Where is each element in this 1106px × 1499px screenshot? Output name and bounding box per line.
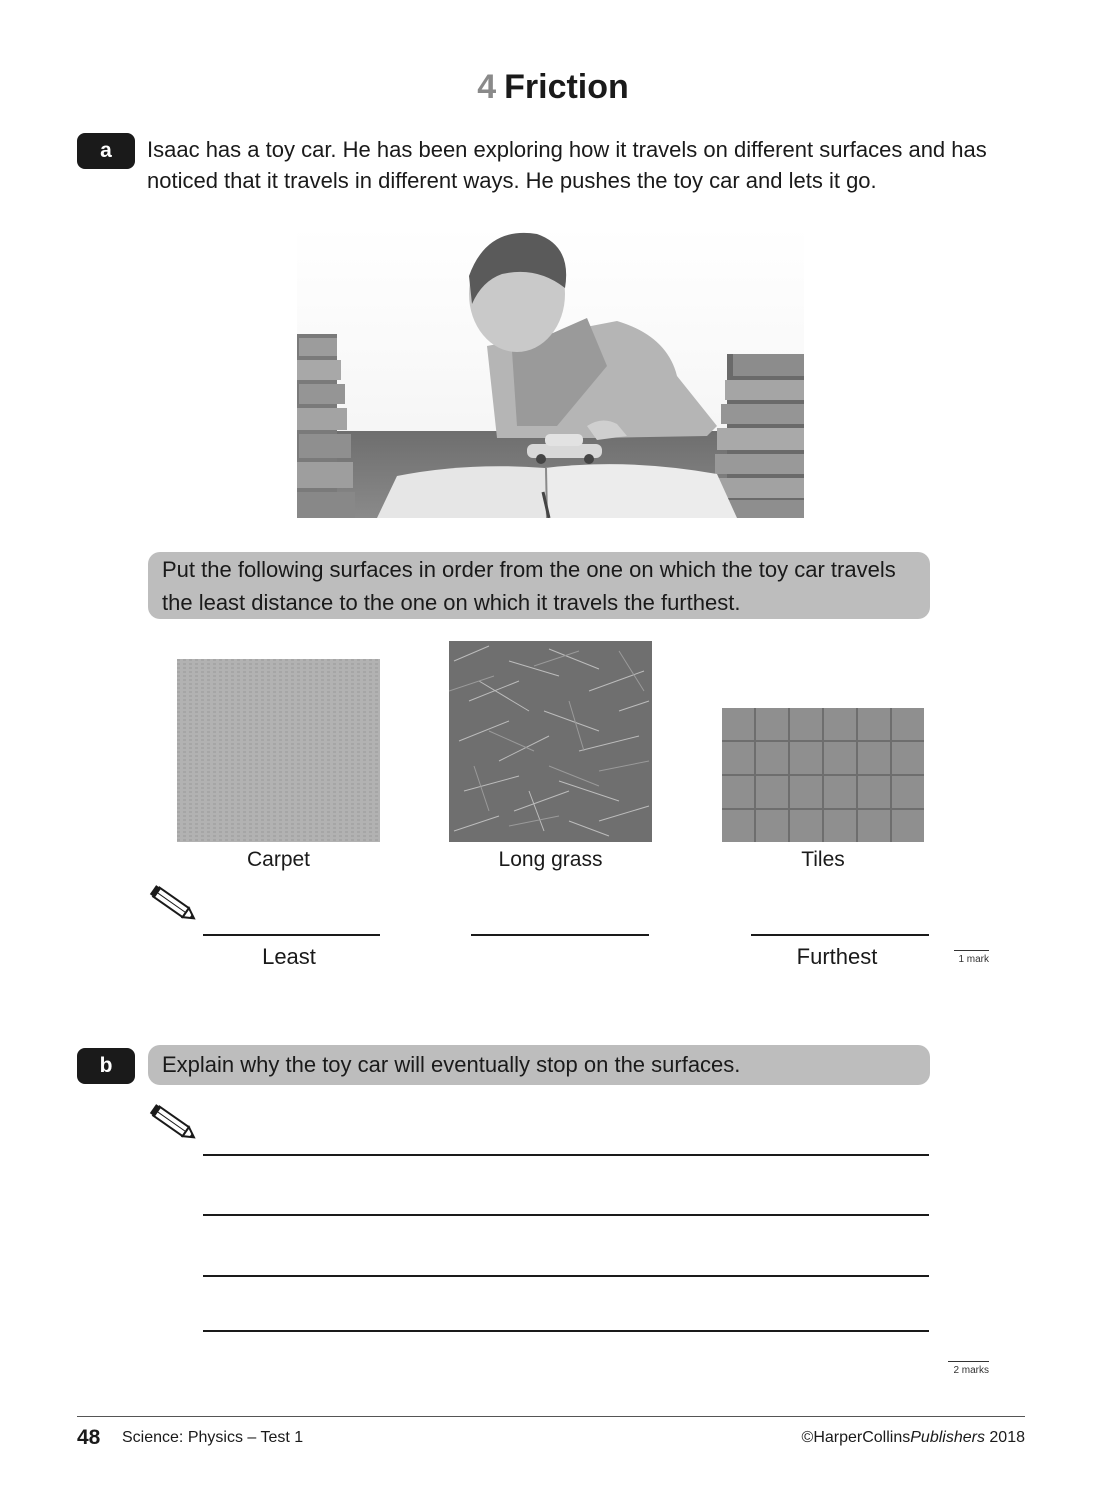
surface-label-carpet: Carpet — [246, 848, 311, 871]
copyright-year: 2018 — [984, 1429, 1025, 1446]
tiles-image — [722, 708, 924, 842]
page-title — [0, 68, 1106, 107]
page-number: 48 — [77, 1426, 101, 1449]
long-grass-image — [449, 641, 652, 842]
answer-line-middle[interactable] — [471, 934, 649, 936]
question-b-badge: b — [77, 1048, 135, 1084]
section-number: 4 — [477, 68, 497, 106]
answer-line-b-4[interactable] — [203, 1330, 929, 1332]
footer-copyright — [802, 1429, 1025, 1447]
question-b-prompt: Explain why the toy car will eventually stop on the surfaces. — [148, 1045, 930, 1085]
section-title: Friction — [504, 68, 629, 106]
footer-subject: Science: Physics – Test 1 — [122, 1429, 304, 1446]
marks-a: 1 mark — [954, 950, 989, 965]
open-notebook — [377, 464, 737, 518]
pencil-icon — [148, 884, 200, 926]
least-label: Least — [262, 944, 316, 969]
boy-with-toy-car-photo — [297, 226, 804, 518]
marks-b: 2 marks — [948, 1361, 989, 1376]
answer-line-b-2[interactable] — [203, 1214, 929, 1216]
question-a-intro: Isaac has a toy car. He has been exploring how it travels on different surfaces and has noticed that it travels in different ways. He pushes the toy car and lets it go. — [147, 137, 987, 193]
pencil-icon — [148, 1103, 200, 1145]
answer-line-least[interactable] — [203, 934, 380, 936]
question-a-prompt: Put the following surfaces in order from the one on which the toy car travels the least distance to the one on which it travels the furthest. — [148, 552, 930, 619]
copyright-prefix: ©HarperCollins — [801, 1429, 911, 1446]
furthest-label: Furthest — [796, 944, 878, 969]
carpet-image — [177, 659, 380, 842]
surface-label-tiles: Tiles — [801, 848, 845, 871]
copyright-publishers: Publishers — [910, 1429, 985, 1446]
answer-line-b-1[interactable] — [203, 1154, 929, 1156]
footer-rule — [77, 1416, 1025, 1417]
answer-line-b-3[interactable] — [203, 1275, 929, 1277]
question-a-badge: a — [77, 133, 135, 169]
answer-line-furthest[interactable] — [751, 934, 929, 936]
surface-label-long-grass: Long grass — [498, 848, 603, 871]
